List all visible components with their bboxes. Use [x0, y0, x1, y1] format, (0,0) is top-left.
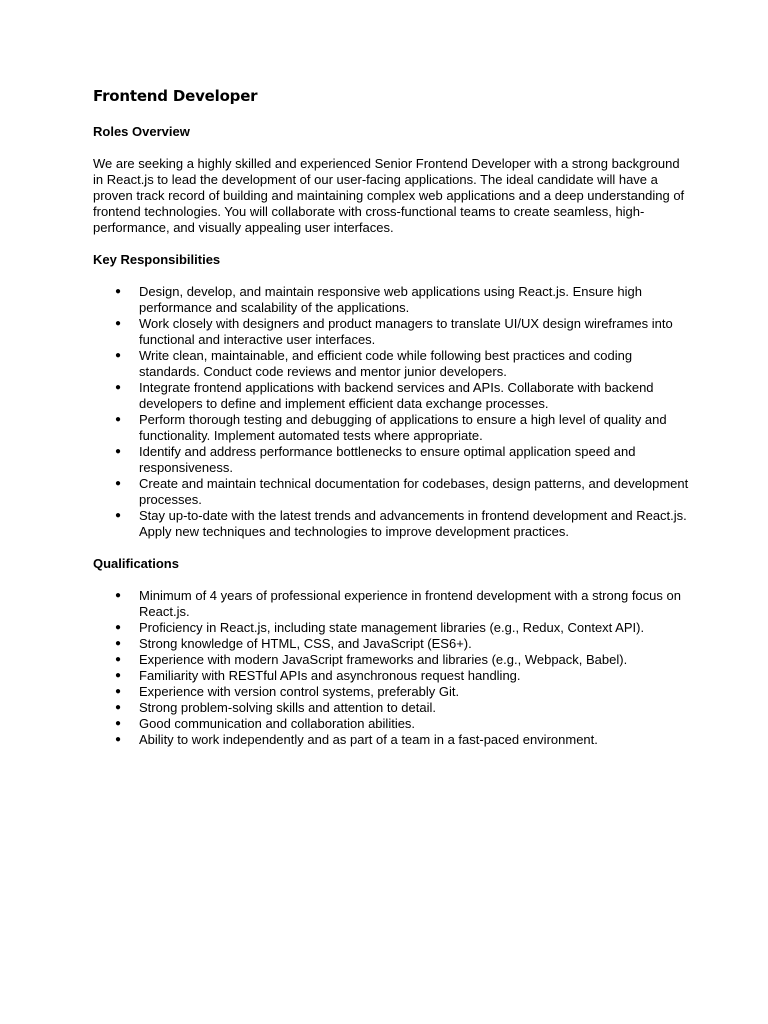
list-item: [93, 508, 693, 540]
list-item: [93, 732, 693, 748]
list-item: [93, 684, 693, 700]
list-item-text: Good communication and collaboration abilities.: [139, 716, 416, 731]
list-item: [93, 700, 693, 716]
bullet-icon: ●: [115, 318, 122, 329]
list-item-text: Familiarity with RESTful APIs and asynchronous request handling.: [139, 668, 521, 683]
list-item: [93, 284, 693, 316]
qualifications-heading: Qualifications: [93, 556, 179, 571]
bullet-icon: ●: [115, 590, 122, 601]
responsibilities-list: [93, 284, 693, 540]
document-page: [93, 86, 693, 748]
page-title: Frontend Developer: [93, 87, 258, 105]
list-item-text: Stay up-to-date with the latest trends and advancements in frontend development and React.js. Apply new techniques and technologies to improve development practices.: [139, 508, 687, 539]
list-item: [93, 444, 693, 476]
list-item: [93, 636, 693, 652]
list-item-text: Strong knowledge of HTML, CSS, and JavaScript (ES6+).: [139, 636, 472, 651]
qualifications-list: [93, 588, 693, 748]
list-item-text: Proficiency in React.js, including state management libraries (e.g., Redux, Context API).: [139, 620, 645, 635]
list-item: [93, 620, 693, 636]
list-item-text: Strong problem-solving skills and attention to detail.: [139, 700, 436, 715]
list-item-text: Identify and address performance bottlenecks to ensure optimal application speed and responsiveness.: [139, 444, 636, 475]
bullet-icon: ●: [115, 478, 122, 489]
list-item: [93, 652, 693, 668]
bullet-icon: ●: [115, 446, 122, 457]
bullet-icon: ●: [115, 382, 122, 393]
bullet-icon: ●: [115, 670, 122, 681]
bullet-icon: ●: [115, 654, 122, 665]
bullet-icon: ●: [115, 286, 122, 297]
list-item-text: Minimum of 4 years of professional experience in frontend development with a strong focus on React.js.: [139, 588, 681, 619]
list-item-text: Perform thorough testing and debugging of applications to ensure a high level of quality and functionality. Implement automated tests where appropriate.: [139, 412, 667, 443]
list-item-text: Create and maintain technical documentation for codebases, design patterns, and development processes.: [139, 476, 689, 507]
list-item-text: Work closely with designers and product managers to translate UI/UX design wireframes into functional and interactive user interfaces.: [139, 316, 673, 347]
list-item-text: Experience with modern JavaScript frameworks and libraries (e.g., Webpack, Babel).: [139, 652, 628, 667]
list-item: [93, 476, 693, 508]
list-item: [93, 716, 693, 732]
list-item: [93, 348, 693, 380]
list-item-text: Integrate frontend applications with backend services and APIs. Collaborate with backend developers to define and implement efficient data exchange processes.: [139, 380, 654, 411]
list-item: [93, 380, 693, 412]
bullet-icon: ●: [115, 718, 122, 729]
list-item: [93, 588, 693, 620]
bullet-icon: ●: [115, 734, 122, 745]
list-item-text: Write clean, maintainable, and efficient code while following best practices and coding standards. Conduct code reviews and mentor junior developers.: [139, 348, 633, 379]
key-responsibilities-heading: Key Responsibilities: [93, 252, 221, 267]
bullet-icon: ●: [115, 702, 122, 713]
list-item: [93, 316, 693, 348]
list-item-text: Design, develop, and maintain responsive web applications using React.js. Ensure high performance and scalability of the applications.: [139, 284, 642, 315]
bullet-icon: ●: [115, 686, 122, 697]
roles-overview-paragraph: We are seeking a highly skilled and experienced Senior Frontend Developer with a strong background in React.js to lead the development of our user-facing applications. The ideal candidate will have a proven track record of building and maintaining complex web applications and a deep understanding of frontend technologies. You will collaborate with cross-functional teams to create seamless, high-performance, and visually appealing user interfaces.: [93, 156, 685, 235]
list-item: [93, 412, 693, 444]
list-item: [93, 668, 693, 684]
bullet-icon: ●: [115, 510, 122, 521]
bullet-icon: ●: [115, 350, 122, 361]
bullet-icon: ●: [115, 414, 122, 425]
list-item-text: Experience with version control systems, preferably Git.: [139, 684, 460, 699]
bullet-icon: ●: [115, 638, 122, 649]
roles-overview-heading: Roles Overview: [93, 124, 190, 139]
list-item-text: Ability to work independently and as part of a team in a fast-paced environment.: [139, 732, 598, 747]
bullet-icon: ●: [115, 622, 122, 633]
